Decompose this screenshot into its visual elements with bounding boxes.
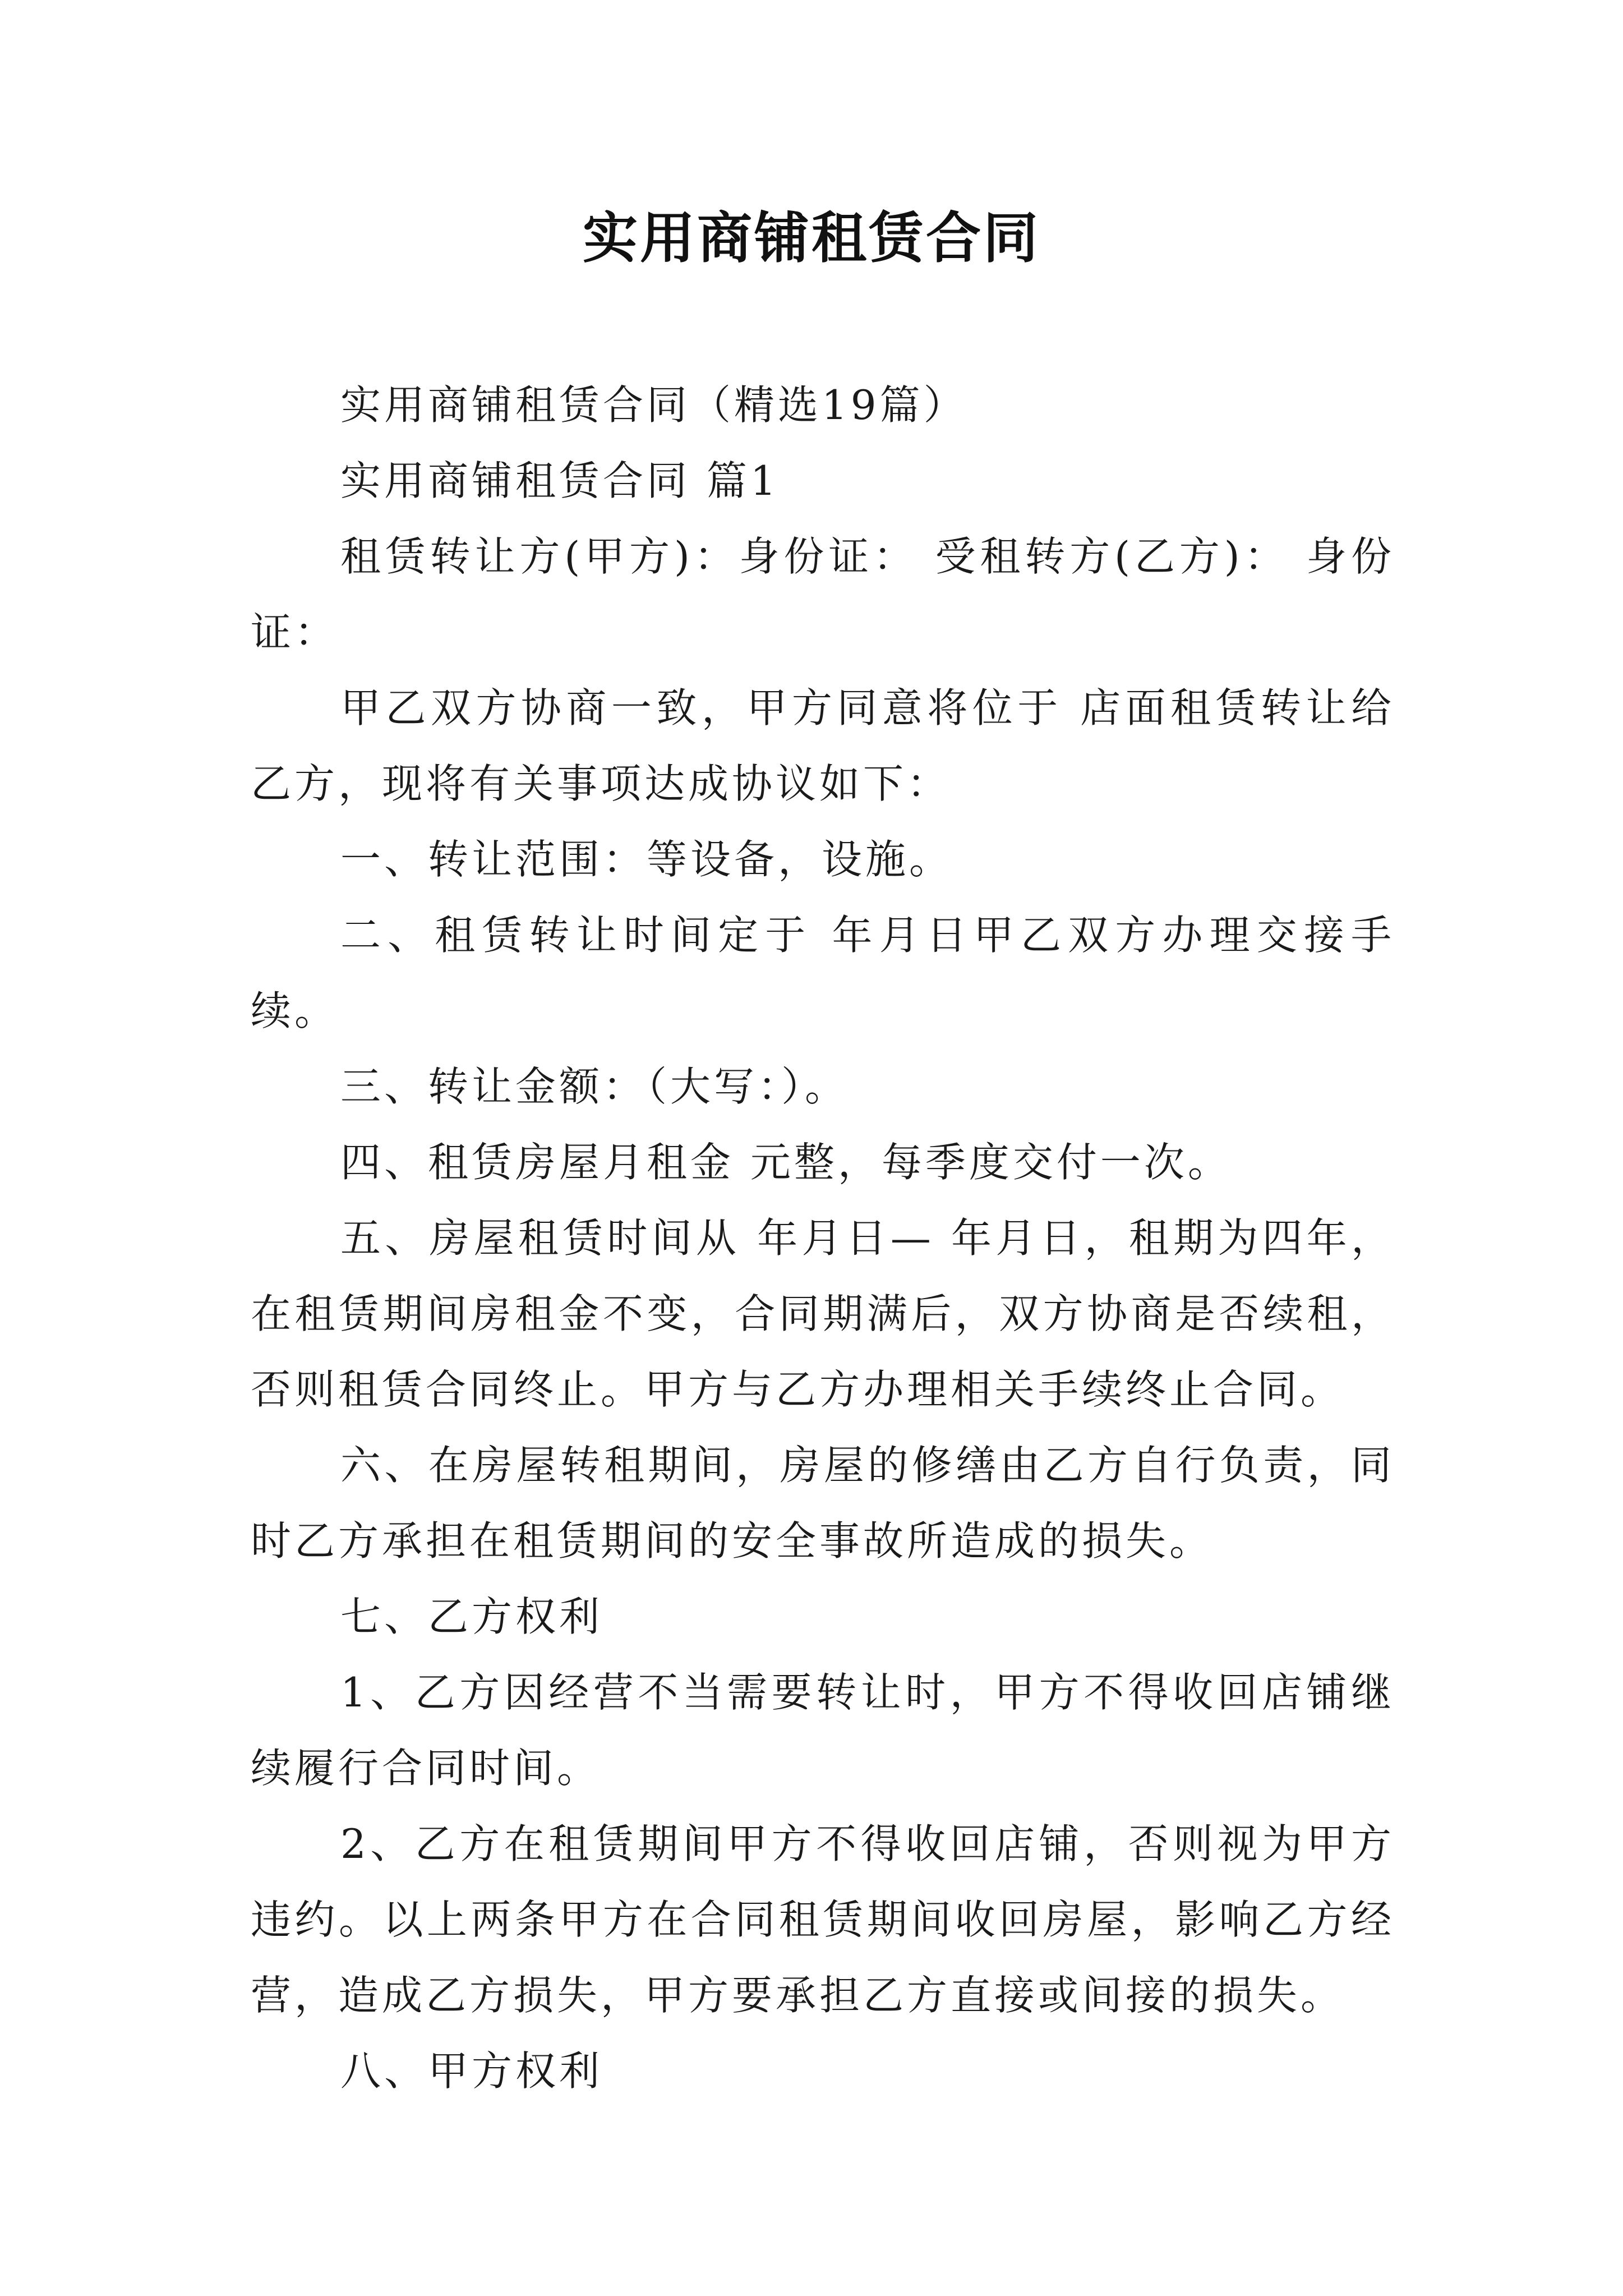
document-title: 实用商铺租赁合同 [582,206,1040,270]
paragraph-clause-5: 五、房屋租赁时间从 年月日— 年月日，租期为四年，在租赁期间房租金不变，合同期满后，双方协商是否续租，否则租赁合同终止。甲方与乙方办理相关手续终止合同。 [251,1214,1395,1413]
paragraph-parties: 租赁转让方(甲方)：身份证： 受租转方(乙方)： 身份证： [251,533,1395,656]
paragraph-clause-4: 四、租赁房屋月租金 元整，每季度交付一次。 [340,1139,1232,1186]
paragraph-clause-8: 八、甲方权利 [340,2047,603,2095]
paragraph-clause-7-item-1: 1、乙方因经营不当需要转让时，甲方不得收回店铺继续履行合同时间。 [251,1669,1395,1792]
paragraph-clause-1: 一、转让范围：等设备，设施。 [340,836,953,883]
paragraph-clause-7-item-2: 2、乙方在租赁期间甲方不得收回店铺，否则视为甲方违约。以上两条甲方在合同租赁期间收回房屋，影响乙方经营，造成乙方损失，甲方要承担乙方直接或间接的损失。 [251,1820,1395,2019]
paragraph-section-heading: 实用商铺租赁合同 篇1 [340,457,780,504]
paragraph-clause-7: 七、乙方权利 [340,1593,603,1640]
paragraph-clause-2: 二、租赁转让时间定于 年月日甲乙双方办理交接手续。 [251,912,1395,1034]
paragraph-clause-3: 三、转让金额：（大写：）。 [340,1063,849,1110]
paragraph-subtitle: 实用商铺租赁合同（精选19篇） [340,381,967,429]
paragraph-clause-6: 六、在房屋转租期间，房屋的修缮由乙方自行负责，同时乙方承担在租赁期间的安全事故所造成的损失。 [251,1442,1395,1565]
document-body [251,367,1395,2109]
paragraph-agreement-intro: 甲乙双方协商一致，甲方同意将位于 店面租赁转让给乙方，现将有关事项达成协议如下： [251,684,1395,807]
